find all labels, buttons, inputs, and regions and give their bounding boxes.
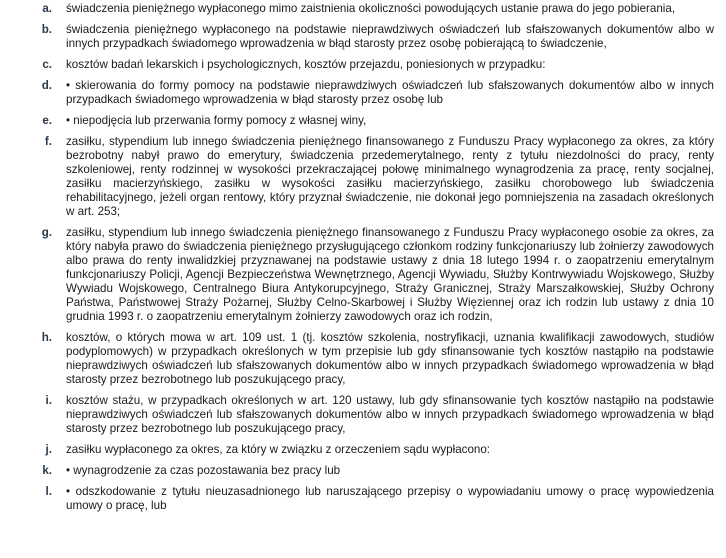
item-text: • odszkodowanie z tytułu nieuzasadnionego lub naruszającego przepisy o wypowiadaniu umowy o pracę wypowiedzenia umowy o pracę, lub	[66, 485, 714, 512]
item-text: kosztów, o których mowa w art. 109 ust. 1 (tj. kosztów szkolenia, nostryfikacji, uznania kwalifikacji zawodowych, studiów podyplomowych) w przypadkach określonych w tym przepisie lub gdy sfinansowanie tych kosztów nastąpiło na podstawie nieprawdziwych oświadczeń lub sfałszowanych dokumentów albo w innych przypadkach świadomego wprowadzenia w błąd starosty przez bezrobotnego lub poszukującego pracy,	[66, 331, 714, 386]
item-text: zasiłku wypłaconego za okres, za który w związku z orzeczeniem sądu wypłacono:	[66, 443, 491, 456]
list-item	[0, 443, 714, 457]
item-label: j.	[45, 443, 52, 456]
item-label: f.	[44, 135, 52, 148]
item-text: kosztów badań lekarskich i psychologicznych, kosztów przejazdu, poniesionych w przypadku:	[66, 58, 546, 71]
list-item	[0, 485, 714, 513]
list-item	[0, 58, 714, 72]
item-text: • skierowania do formy pomocy na podstawie nieprawdziwych oświadczeń lub sfałszowanych dokumentów albo w innych przypadkach świadomego wprowadzenia w błąd starosty przez osobę lub	[66, 79, 714, 106]
list-item	[0, 79, 714, 107]
item-label: h.	[41, 331, 52, 344]
list-item	[0, 226, 714, 324]
item-label: d.	[41, 79, 52, 92]
item-label: a.	[42, 2, 52, 15]
list-item	[0, 331, 714, 387]
item-label: l.	[45, 485, 52, 498]
list-item	[0, 2, 714, 16]
item-label: g.	[41, 226, 52, 239]
item-text: • wynagrodzenie za czas pozostawania bez pracy lub	[66, 464, 341, 477]
list-item	[0, 394, 714, 436]
list-item	[0, 114, 714, 128]
item-text: • niepodjęcia lub przerwania formy pomocy z własnej winy,	[66, 114, 367, 127]
item-label: c.	[42, 58, 52, 71]
item-label: i.	[45, 394, 52, 407]
list-item	[0, 23, 714, 51]
item-text: kosztów stażu, w przypadkach określonych w art. 120 ustawy, lub gdy sfinansowanie tych kosztów nastąpiło na podstawie nieprawdziwych oświadczeń lub sfałszowanych dokumentów albo w innych przypadkach świadomego wprowadzenia w błąd starosty przez bezrobotnego lub poszukującego pracy,	[66, 394, 714, 435]
item-text: świadczenia pieniężnego wypłaconego na podstawie nieprawdziwych oświadczeń lub sfałszowanych dokumentów albo w innych przypadkach świadomego wprowadzenia w błąd starosty przez osobę pobierającą to świadczenie,	[66, 23, 714, 50]
list-item	[0, 464, 714, 478]
list-item	[0, 135, 714, 219]
item-label: k.	[42, 464, 52, 477]
item-text: świadczenia pieniężnego wypłaconego mimo zaistnienia okoliczności powodujących ustanie prawa do jego pobierania,	[66, 2, 676, 15]
item-text: zasiłku, stypendium lub innego świadczenia pieniężnego finansowanego z Funduszu Pracy wypłaconego za okres, za który bezrobotny nabył prawo do emerytury, świadczenia przedemerytalnego, renty z tytułu niezdolności do pracy, renty szkoleniowej, renty rodzinnej w wysokości przekraczającej połowę minimalnego wynagrodzenia za pracę, renty socjalnej, zasiłku macierzyńskiego, zasiłku w wysokości zasiłku macierzyńskiego, zasiłku chorobowego lub świadczenia rehabilitacyjnego, jeżeli organ rentowy, który przyznał świadczenie, nie dokonał jego pomniejszenia na zasadach określonych w art. 253;	[66, 135, 714, 218]
item-label: b.	[41, 23, 52, 36]
item-text: zasiłku, stypendium lub innego świadczenia pieniężnego finansowanego z Funduszu Pracy wypłaconego osobie za okres, za który nabyła prawo do świadczenia pieniężnego przysługującego członkom rodziny funkcjonariuszy lub żołnierzy zawodowych albo prawa do renty inwalidzkiej przyznawanej na podstawie ustawy z dnia 18 lutego 1994 r. o zaopatrzeniu emerytalnym funkcjonariuszy Policji, Agencji Bezpieczeństwa Wewnętrznego, Agencji Wywiadu, Służby Kontrwywiadu Wojskowego, Służby Wywiadu Wojskowego, Centralnego Biura Antykorupcyjnego, Straży Granicznej, Straży Marszałkowskiej, Służby Ochrony Państwa, Państwowej Straży Pożarnej, Służby Celno-Skarbowej i Służby Więziennej oraz ich rodzin lub ustawy z dnia 10 grudnia 1993 r. o zaopatrzeniu emerytalnym żołnierzy zawodowych oraz ich rodzin,	[66, 226, 714, 323]
item-label: e.	[42, 114, 52, 127]
